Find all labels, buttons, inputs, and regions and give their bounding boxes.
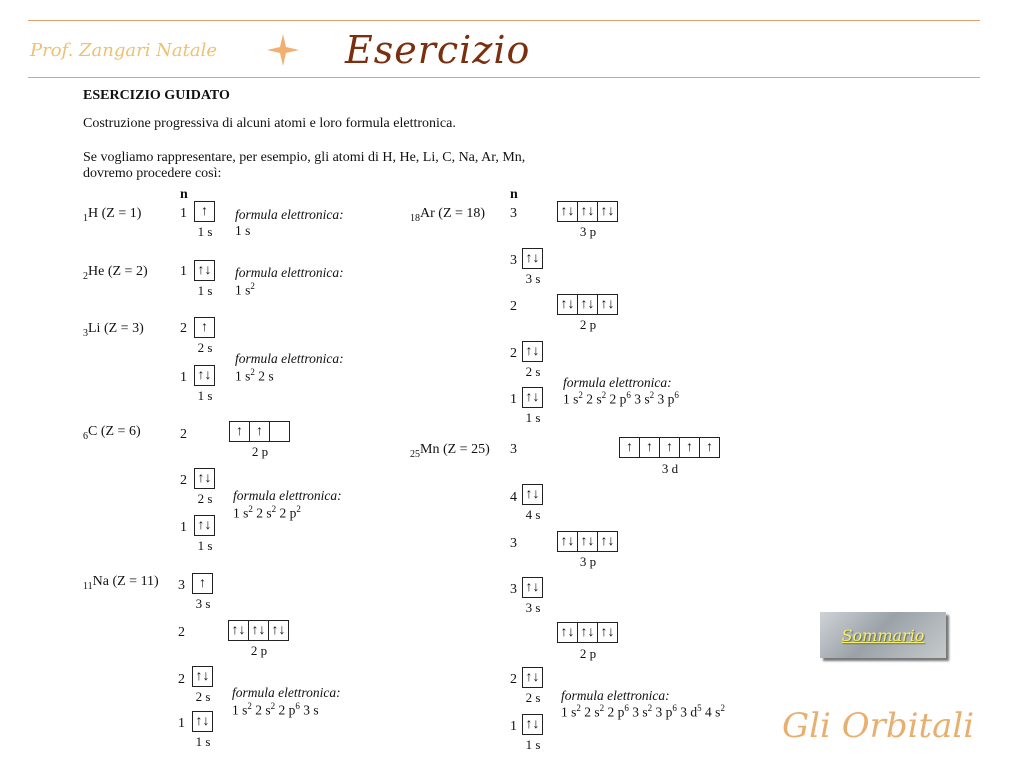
orbital-box: ↑↓ bbox=[578, 294, 598, 315]
slide-title: Esercizio bbox=[345, 28, 531, 72]
electron-formula: 1 $s^2$ bbox=[235, 281, 255, 298]
n-column-header-right: n bbox=[510, 187, 518, 202]
orbital-box: ↑↓ bbox=[522, 387, 543, 408]
energy-level-n: 1 bbox=[180, 264, 187, 279]
orbital-label: 2 s bbox=[525, 690, 541, 705]
orbital-boxes bbox=[522, 714, 543, 735]
atom-label-ar: $_{18}$Ar (Z = 18) bbox=[410, 206, 486, 224]
exercise-heading: ESERCIZIO GUIDATO bbox=[83, 88, 230, 103]
orbital-box: ↑↓ bbox=[557, 294, 578, 315]
orbital-box: ↑↓ bbox=[598, 531, 618, 552]
intro-line-2: dovremo procedere così: bbox=[83, 166, 222, 181]
orbital-boxes bbox=[194, 515, 215, 536]
energy-level-n: 3 bbox=[178, 578, 185, 593]
orbital-box: ↑↓ bbox=[192, 711, 213, 732]
orbital-box: ↑↓ bbox=[557, 622, 578, 643]
energy-level-n: 2 bbox=[178, 672, 185, 687]
orbital-box: ↑↓ bbox=[194, 365, 215, 386]
orbital-boxes bbox=[557, 531, 618, 552]
orbital-box: ↑↓ bbox=[522, 248, 543, 269]
orbital-boxes bbox=[228, 620, 289, 641]
summary-button-label[interactable]: Sommario bbox=[841, 625, 925, 645]
orbital-label: 2 s bbox=[197, 340, 213, 355]
atom-label-na: $_{11}$Na (Z = 11) bbox=[83, 574, 159, 592]
orbital-box: ↑↓ bbox=[269, 620, 289, 641]
energy-level-n: 3 bbox=[510, 253, 517, 268]
orbital-label: 1 s bbox=[197, 388, 213, 403]
orbital-label: 2 s bbox=[195, 689, 211, 704]
formula-caption: formula elettronica: bbox=[233, 488, 342, 503]
energy-level-n: 2 bbox=[178, 625, 185, 640]
orbital-label: 3 d bbox=[661, 461, 679, 476]
orbital-box: ↑ bbox=[680, 437, 700, 458]
orbital-label: 4 s bbox=[525, 507, 541, 522]
exercise-subtitle: Costruzione progressiva di alcuni atomi e loro formula elettronica. bbox=[83, 116, 456, 131]
energy-level-n: 2 bbox=[180, 427, 187, 442]
n-column-header-left: n bbox=[180, 187, 188, 202]
electron-formula: 1 $s^2$ 2 $s^2$ 2 $p^6$ 3 $s^2$ 3 $p^6$ bbox=[563, 390, 679, 407]
orbital-boxes bbox=[192, 666, 213, 687]
energy-level-n: 1 bbox=[180, 206, 187, 221]
orbital-box: ↑↓ bbox=[194, 260, 215, 281]
orbital-box: ↑↓ bbox=[194, 468, 215, 489]
orbital-box: ↑↓ bbox=[522, 667, 543, 688]
energy-level-n: 3 bbox=[510, 206, 517, 221]
orbital-boxes bbox=[557, 622, 618, 643]
orbital-box: ↑↓ bbox=[228, 620, 249, 641]
orbital-boxes bbox=[194, 201, 215, 222]
energy-level-n: 1 bbox=[180, 520, 187, 535]
energy-level-n: 4 bbox=[510, 490, 517, 505]
orbital-boxes bbox=[522, 248, 543, 269]
orbital-box: ↑↓ bbox=[522, 577, 543, 598]
topic-footer: Gli Orbitali bbox=[782, 706, 975, 746]
orbital-label: 1 s bbox=[197, 283, 213, 298]
orbital-box: ↑↓ bbox=[557, 531, 578, 552]
orbital-label: 3 p bbox=[579, 554, 597, 569]
orbital-boxes bbox=[522, 387, 543, 408]
electron-formula: 1 $s^2$ 2 s bbox=[235, 367, 274, 384]
electron-formula: 1 s bbox=[235, 223, 251, 238]
orbital-label: 2 p bbox=[250, 643, 268, 658]
electron-formula: 1 $s^2$ 2 $s^2$ 2 $p^6$ 3 s bbox=[232, 701, 319, 718]
atom-label-he: $_2$He (Z = 2) bbox=[83, 264, 148, 282]
orbital-box: ↑ bbox=[250, 421, 270, 442]
energy-level-n: 3 bbox=[510, 536, 517, 551]
energy-level-n: 2 bbox=[180, 321, 187, 336]
atom-label-h: $_1$H (Z = 1) bbox=[83, 206, 142, 224]
electron-formula: 1 $s^2$ 2 $s^2$ 2 $p^2$ bbox=[233, 504, 301, 521]
orbital-label: 2 p bbox=[251, 444, 269, 459]
orbital-label: 3 s bbox=[525, 600, 541, 615]
orbital-boxes bbox=[192, 573, 213, 594]
orbital-box: ↑↓ bbox=[194, 515, 215, 536]
formula-caption: formula elettronica: bbox=[235, 207, 344, 222]
orbital-box: ↑ bbox=[194, 317, 215, 338]
orbital-label: 1 s bbox=[197, 538, 213, 553]
orbital-box: ↑↓ bbox=[522, 484, 543, 505]
orbital-boxes bbox=[557, 294, 618, 315]
orbital-boxes bbox=[522, 577, 543, 598]
orbital-label: 3 s bbox=[525, 271, 541, 286]
orbital-box: ↑↓ bbox=[522, 341, 543, 362]
star-ornament-icon bbox=[265, 32, 301, 68]
orbital-box: ↑↓ bbox=[578, 201, 598, 222]
summary-button[interactable] bbox=[820, 612, 946, 658]
orbital-label: 3 p bbox=[579, 224, 597, 239]
orbital-box: ↑ bbox=[619, 437, 640, 458]
orbital-boxes bbox=[557, 201, 618, 222]
orbital-label: 2 p bbox=[579, 317, 597, 332]
atom-label-li: $_3$Li (Z = 3) bbox=[83, 321, 144, 339]
orbital-box: ↑↓ bbox=[578, 622, 598, 643]
orbital-box: ↑ bbox=[700, 437, 720, 458]
orbital-boxes bbox=[194, 365, 215, 386]
orbital-box: ↑↓ bbox=[598, 622, 618, 643]
formula-caption: formula elettronica: bbox=[235, 265, 344, 280]
orbital-boxes bbox=[522, 341, 543, 362]
intro-line-1: Se vogliamo rappresentare, per esempio, gli atomi di H, He, Li, C, Na, Ar, Mn, bbox=[83, 150, 526, 165]
energy-level-n: 2 bbox=[510, 299, 517, 314]
header-bottom-rule bbox=[28, 77, 980, 78]
orbital-boxes bbox=[522, 484, 543, 505]
energy-level-n: 1 bbox=[510, 392, 517, 407]
orbital-boxes bbox=[229, 421, 290, 442]
orbital-boxes bbox=[194, 468, 215, 489]
formula-caption: formula elettronica: bbox=[563, 375, 672, 390]
energy-level-n: 2 bbox=[180, 473, 187, 488]
orbital-box bbox=[270, 421, 290, 442]
energy-level-n: 1 bbox=[178, 716, 185, 731]
energy-level-n: 3 bbox=[510, 582, 517, 597]
orbital-box: ↑↓ bbox=[598, 201, 618, 222]
orbital-label: 1 s bbox=[195, 734, 211, 749]
energy-level-n: 1 bbox=[510, 719, 517, 734]
orbital-boxes bbox=[619, 437, 720, 458]
orbital-box: ↑↓ bbox=[598, 294, 618, 315]
header-top-rule bbox=[28, 20, 980, 21]
energy-level-n: 3 bbox=[510, 442, 517, 457]
orbital-box: ↑ bbox=[640, 437, 660, 458]
orbital-box: ↑↓ bbox=[522, 714, 543, 735]
orbital-boxes bbox=[194, 317, 215, 338]
orbital-label: 3 s bbox=[195, 596, 211, 611]
orbital-box: ↑↓ bbox=[578, 531, 598, 552]
orbital-label: 1 s bbox=[525, 737, 541, 752]
orbital-box: ↑ bbox=[229, 421, 250, 442]
author-name: Prof. Zangari Natale bbox=[30, 40, 218, 61]
orbital-boxes bbox=[522, 667, 543, 688]
formula-caption: formula elettronica: bbox=[232, 685, 341, 700]
orbital-boxes bbox=[194, 260, 215, 281]
atom-label-mn: $_{25}$Mn (Z = 25) bbox=[410, 442, 490, 460]
electron-formula: 1 $s^2$ 2 $s^2$ 2 $p^6$ 3 $s^2$ 3 $p^6$ 3 $d^5$ 4 $s^2$ bbox=[561, 703, 725, 720]
orbital-label: 1 s bbox=[525, 410, 541, 425]
orbital-label: 1 s bbox=[197, 224, 213, 239]
orbital-box: ↑ bbox=[194, 201, 215, 222]
formula-caption: formula elettronica: bbox=[235, 351, 344, 366]
atom-label-c: $_6$C (Z = 6) bbox=[83, 424, 141, 442]
orbital-label: 2 p bbox=[579, 646, 597, 661]
orbital-box: ↑↓ bbox=[557, 201, 578, 222]
energy-level-n: 1 bbox=[180, 370, 187, 385]
orbital-label: 2 s bbox=[197, 491, 213, 506]
orbital-box: ↑ bbox=[192, 573, 213, 594]
energy-level-n: 2 bbox=[510, 346, 517, 361]
orbital-boxes bbox=[192, 711, 213, 732]
orbital-box: ↑↓ bbox=[249, 620, 269, 641]
energy-level-n: 2 bbox=[510, 672, 517, 687]
orbital-label: 2 s bbox=[525, 364, 541, 379]
orbital-box: ↑ bbox=[660, 437, 680, 458]
formula-caption: formula elettronica: bbox=[561, 688, 670, 703]
orbital-box: ↑↓ bbox=[192, 666, 213, 687]
